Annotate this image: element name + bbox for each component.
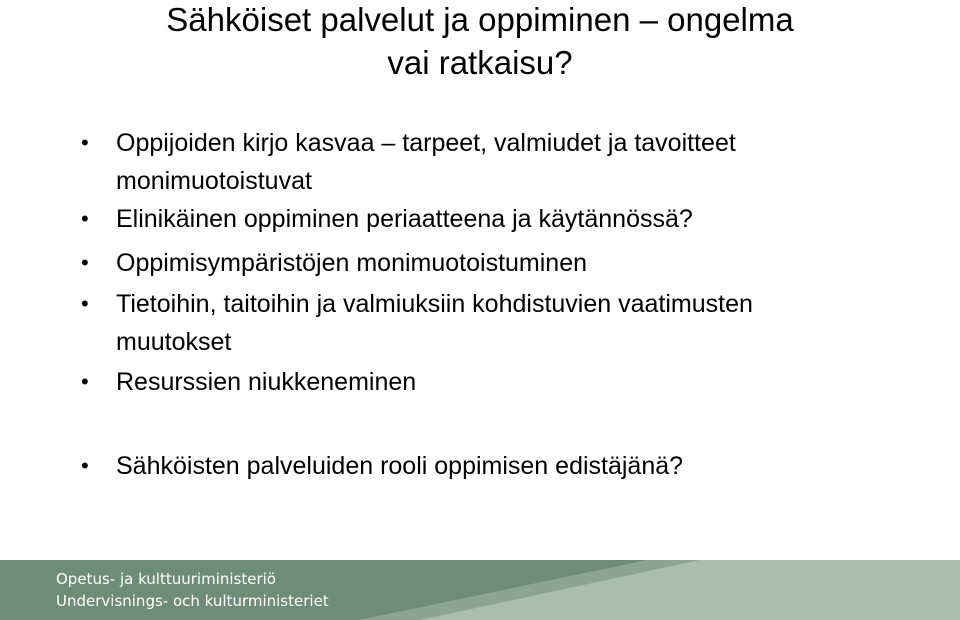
bullet-item: [81, 124, 916, 200]
bullet-text: Oppimisympäristöjen monimuotoistuminen: [116, 249, 588, 277]
bullet-text: Resurssien niukkeneminen: [116, 368, 417, 396]
bullet-text: Oppijoiden kirjo kasvaa – tarpeet, valmiudet ja tavoitteet: [116, 129, 736, 157]
title-line-2: vai ratkaisu?: [387, 44, 573, 81]
ministry-footer-band: [0, 560, 960, 620]
title-line-1: Sähköiset palvelut ja oppiminen – ongelma: [166, 1, 794, 38]
bullet-item: [81, 447, 916, 485]
bullet-marker: •: [81, 206, 89, 231]
bullet-text-continued: muutokset: [116, 328, 232, 356]
bullet-marker: •: [81, 369, 89, 394]
bullet-item: [81, 363, 916, 401]
bullet-text: Sähköisten palveluiden rooli oppimisen edistäjänä?: [116, 452, 684, 480]
bullet-item: [81, 200, 916, 238]
bullet-item: [81, 244, 916, 282]
bullet-marker: •: [81, 453, 89, 478]
bullet-marker: •: [81, 291, 89, 316]
ministry-name-finnish: Opetus- ja kulttuuriministeriö: [56, 570, 276, 588]
bullet-item: [81, 285, 916, 361]
bullet-text: Elinikäinen oppiminen periaatteena ja käytännössä?: [116, 205, 693, 233]
bullet-text: Tietoihin, taitoihin ja valmiuksiin kohdistuvien vaatimusten: [116, 290, 753, 318]
bullet-marker: •: [81, 250, 89, 275]
bullet-text-continued: monimuotoistuvat: [116, 167, 312, 195]
ministry-name-swedish: Undervisnings- och kulturministeriet: [56, 592, 329, 610]
bullet-marker: •: [81, 130, 89, 155]
